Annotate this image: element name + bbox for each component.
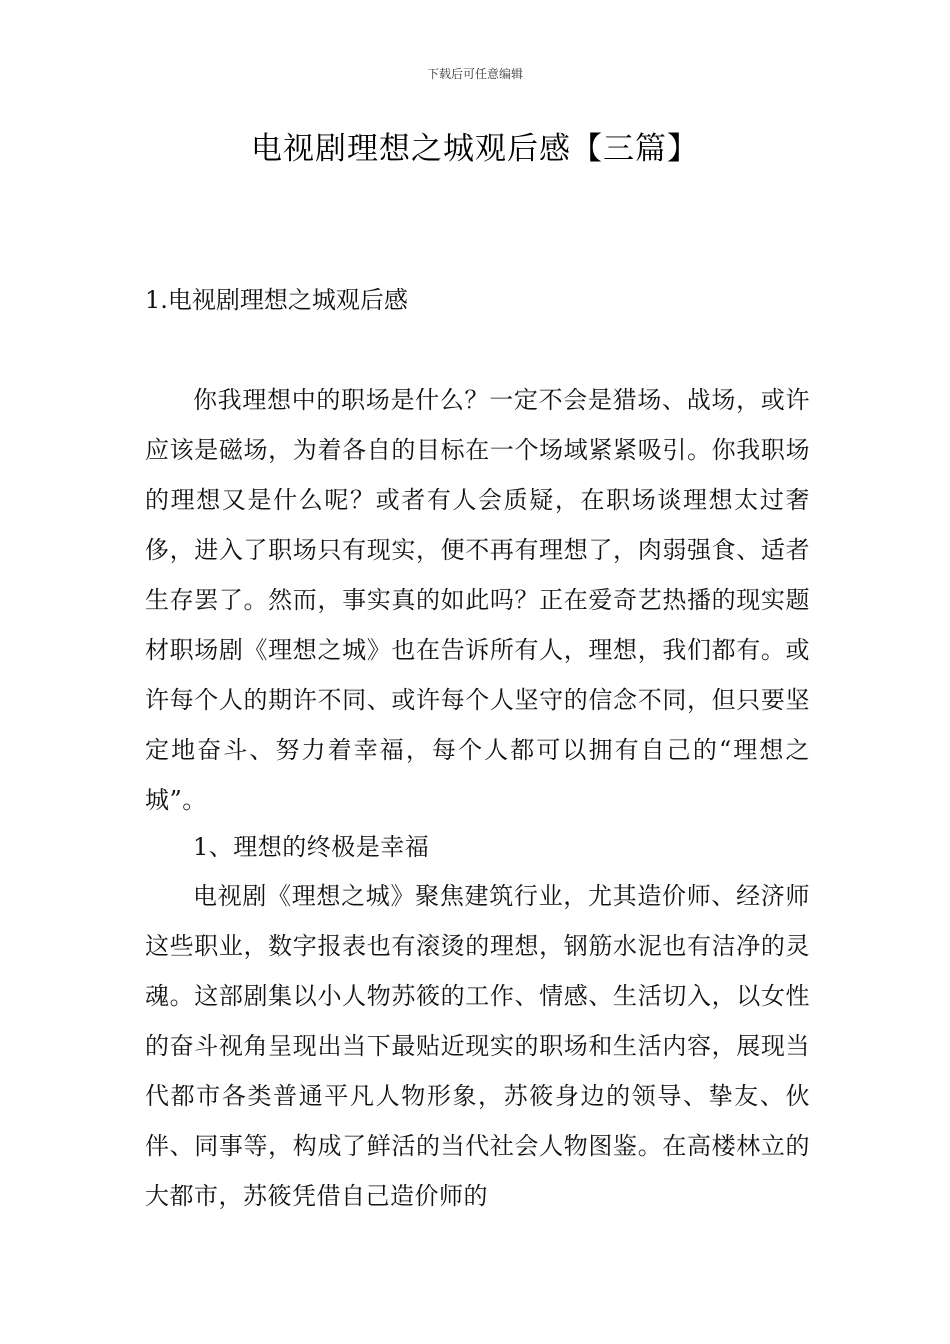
paragraph-2: 电视剧《理想之城》聚焦建筑行业，尤其造价师、经济师这些职业，数字报表也有滚烫的理想，钢筋水泥也有洁净的灵魂。这部剧集以小人物苏筱的工作、情感、生活切入，以女性的奋斗视角呈现出当下最贴近现实的职场和生活内容，展现当代都市各类普通平凡人物形象，苏筱身边的领导、挚友、伙伴、同事等，构成了鲜活的当代社会人物图鉴。在高楼林立的大都市，苏筱凭借自己造价师的	[145, 882, 810, 1210]
document-title: 电视剧理想之城观后感【三篇】	[251, 131, 699, 167]
paragraph-1: 你我理想中的职场是什么？一定不会是猎场、战场，或许应该是磁场，为着各自的目标在一个场域紧紧吸引。你我职场的理想又是什么呢？或者有人会质疑，在职场谈理想太过奢侈，进入了职场只有现实，便不再有理想了，肉弱强食、适者生存罢了。然而，事实真的如此吗？正在爱奇艺热播的现实题材职场剧《理想之城》也在告诉所有人，理想，我们都有。或许每个人的期许不同、或许每个人坚守的信念不同，但只要坚定地奋斗、努力着幸福，每个人都可以拥有自己的“理想之城”。	[145, 386, 810, 814]
subheading: 1、理想的终极是幸福	[193, 833, 430, 861]
section-heading: 1.电视剧理想之城观后感	[145, 286, 408, 314]
header-note: 下载后可任意编辑	[426, 67, 523, 81]
